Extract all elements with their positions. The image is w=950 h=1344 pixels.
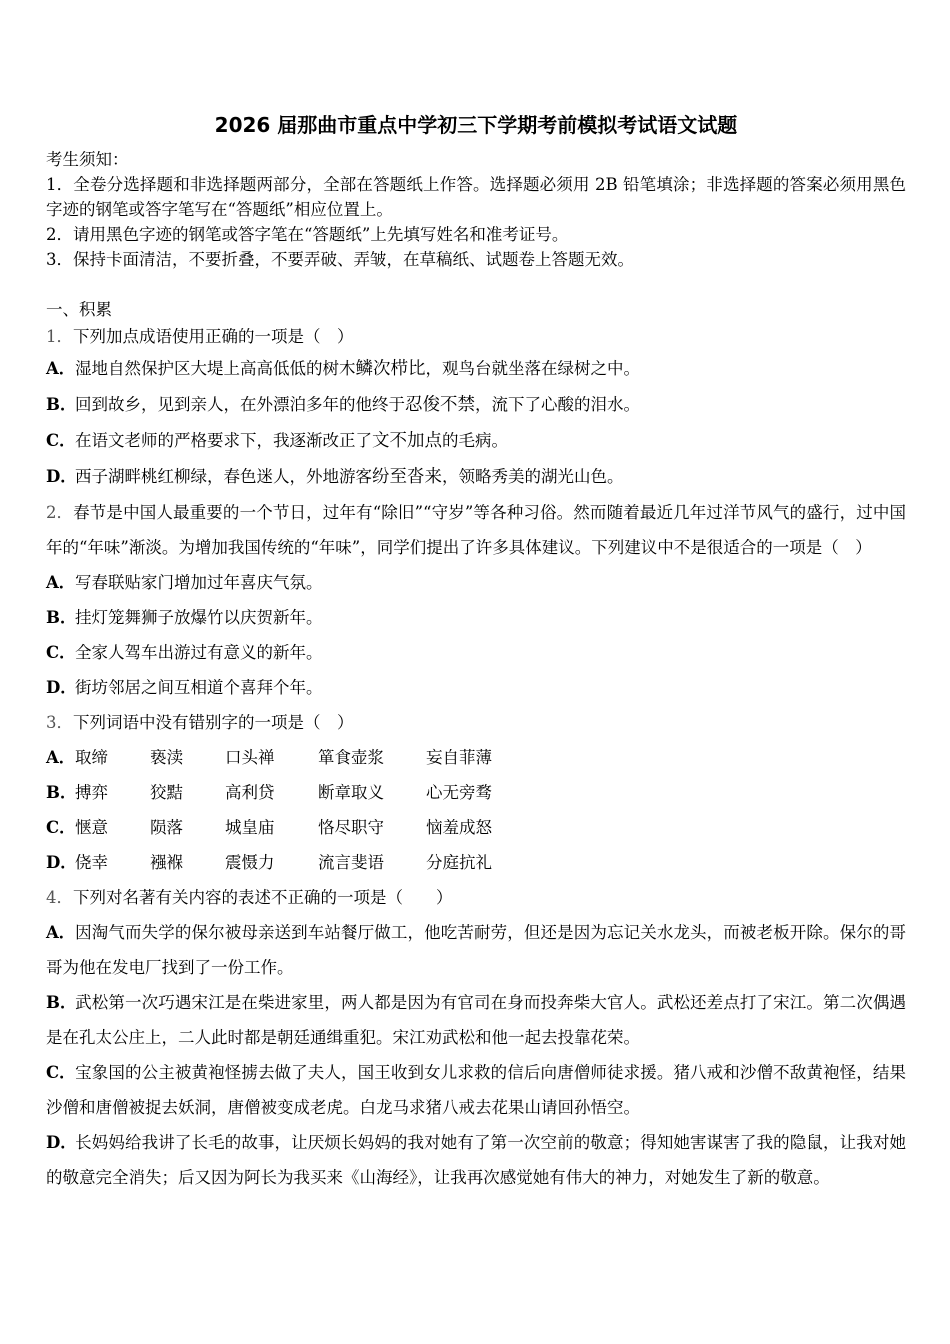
option-d [46, 845, 906, 880]
option-b [46, 775, 906, 810]
option-c [46, 1055, 906, 1125]
question-stem [46, 495, 906, 565]
option-word: 口头禅 [225, 748, 275, 767]
option-label: B． [46, 783, 77, 802]
question-number: 1． [46, 327, 73, 346]
section-heading: 一、积累 [46, 300, 112, 319]
option-word: 流言斐语 [318, 853, 384, 872]
question-text: 下列加点成语使用正确的一项是（ ） [73, 327, 354, 346]
option-c [46, 423, 906, 459]
option-text: 回到故乡，见到亲人，在外漂泊多年的他终于 [75, 395, 405, 414]
option-label: C． [46, 1063, 76, 1082]
option-c [46, 810, 906, 845]
emphasized-idiom: 文不加点 [372, 431, 442, 451]
option-word: 侥幸 [75, 853, 108, 872]
option-label: D． [46, 467, 77, 486]
option-a [46, 351, 906, 387]
option-label: D． [46, 853, 77, 872]
option-label: A． [46, 923, 76, 942]
emphasized-idiom: 鳞次栉比 [355, 359, 426, 379]
question-4 [46, 880, 906, 1195]
option-word: 断章取义 [318, 783, 384, 802]
option-text: ，观鸟台就坐落在绿树之中。 [425, 359, 640, 378]
question-number: 3． [46, 713, 73, 732]
question-text: 下列对名著有关内容的表述不正确的一项是（ ） [73, 888, 453, 907]
option-text: 长妈妈给我讲了长毛的故事，让厌烦长妈妈的我对她有了第一次空前的敬意；得知她害谋害了我的隐鼠，让我对她的敬意完全消失；后又因为阿长为我买来《山海经》，让我再次感觉她有伟大的神力，对她发生了新的敬意。 [46, 1133, 906, 1187]
option-label: C． [46, 431, 76, 450]
option-label: D． [46, 1133, 77, 1152]
option-word: 襁褓 [150, 853, 183, 872]
option-text: 街坊邻居之间互相道个喜拜个年。 [75, 678, 323, 697]
option-label: A． [46, 748, 76, 767]
page-title: 2026 届那曲市重点中学初三下学期考前模拟考试语文试题 [214, 113, 738, 137]
notice-item-3: 3．保持卡面清洁，不要折叠，不要弄破、弄皱，在草稿纸、试题卷上答题无效。 [46, 250, 634, 269]
option-label: B． [46, 608, 77, 627]
option-word: 高利贷 [225, 783, 275, 802]
option-text: 湿地自然保护区大堤上高高低低的树木 [75, 359, 356, 378]
question-stem [46, 880, 906, 915]
option-word: 震慑力 [225, 853, 275, 872]
question-number: 2． [46, 503, 73, 522]
candidate-notice [46, 147, 906, 272]
option-label: A． [46, 573, 76, 592]
option-word: 心无旁骛 [426, 783, 492, 802]
option-d [46, 670, 906, 705]
option-word: 亵渎 [150, 748, 183, 767]
option-c [46, 635, 906, 670]
option-text: 武松第一次巧遇宋江是在柴进家里，两人都是因为有官司在身而投奔柴大官人。武松还差点打了宋江。第二次偶遇是在孔太公庄上，二人此时都是朝廷通缉重犯。宋江劝武松和他一起去投靠花荣。 [46, 993, 906, 1047]
option-word: 陨落 [150, 818, 183, 837]
option-word: 恼羞成怒 [426, 818, 492, 837]
notice-item-2: 2．请用黑色字迹的钢笔或答字笔在“答题纸”上先填写姓名和准考证号。 [46, 225, 569, 244]
option-word: 箪食壶浆 [318, 748, 384, 767]
option-text: 西子湖畔桃红柳绿，春色迷人，外地游客 [75, 467, 372, 486]
notice-heading: 考生须知： [46, 150, 129, 169]
option-d [46, 1125, 906, 1195]
option-word: 惬意 [75, 818, 108, 837]
option-b [46, 387, 906, 423]
option-text: 宝象国的公主被黄袍怪掳去做了夫人，国王收到女儿求救的信后向唐僧师徒求援。猪八戒和沙僧不敌黄袍怪，结果沙僧和唐僧被捉去妖洞，唐僧被变成老虎。白龙马求猪八戒去花果山请回孙悟空。 [46, 1063, 906, 1117]
option-a [46, 915, 906, 985]
question-text: 下列词语中没有错别字的一项是（ ） [73, 713, 354, 732]
question-text: 春节是中国人最重要的一个节日，过年有“除旧”“守岁”等各种习俗。然而随着最近几年过洋节风气的盛行，过中国年的“年味”渐淡。为增加我国传统的“年味”，同学们提出了许多具体建议。下列建议中不是很适合的一项是（ ） [46, 503, 906, 557]
option-label: D． [46, 678, 77, 697]
emphasized-idiom: 忍俊不禁 [405, 395, 475, 415]
option-word: 恪尽职守 [318, 818, 384, 837]
question-2 [46, 495, 906, 705]
question-3 [46, 705, 906, 880]
option-word: 狡黠 [150, 783, 183, 802]
option-text: 在语文老师的严格要求下，我逐渐改正了 [75, 431, 372, 450]
option-word: 城皇庙 [225, 818, 275, 837]
option-label: B． [46, 395, 77, 414]
option-text: 全家人驾车出游过有意义的新年。 [75, 643, 323, 662]
option-b [46, 985, 906, 1055]
option-word: 取缔 [75, 748, 108, 767]
question-stem [46, 323, 906, 351]
question-1 [46, 323, 906, 495]
notice-item-1: 1．全卷分选择题和非选择题两部分，全部在答题纸上作答。选择题必须用 2B 铅笔填涂；非选择题的答案必须用黑色字迹的钢笔或答字笔写在“答题纸”相应位置上。 [46, 175, 906, 219]
emphasized-idiom: 纷至沓来 [372, 467, 442, 487]
option-text: 因淘气而失学的保尔被母亲送到车站餐厅做工，他吃苦耐劳，但还是因为忘记关水龙头，而被老板开除。保尔的哥哥为他在发电厂找到了一份工作。 [46, 923, 906, 977]
question-number: 4． [46, 888, 73, 907]
option-text: 挂灯笼舞狮子放爆竹以庆贺新年。 [75, 608, 323, 627]
option-label: C． [46, 818, 76, 837]
option-word: 搏弈 [75, 783, 108, 802]
option-text: ，流下了心酸的泪水。 [475, 395, 640, 414]
option-word: 妄自菲薄 [426, 748, 492, 767]
option-text: 写春联贴家门增加过年喜庆气氛。 [75, 573, 323, 592]
option-text: ，领略秀美的湖光山色。 [442, 467, 624, 486]
option-text: 的毛病。 [442, 431, 508, 450]
option-label: A． [46, 359, 76, 378]
option-label: C． [46, 643, 76, 662]
option-word: 分庭抗礼 [426, 853, 492, 872]
option-label: B． [46, 993, 77, 1012]
question-stem [46, 705, 906, 740]
option-b [46, 600, 906, 635]
option-d [46, 459, 906, 495]
option-a [46, 565, 906, 600]
option-a [46, 740, 906, 775]
